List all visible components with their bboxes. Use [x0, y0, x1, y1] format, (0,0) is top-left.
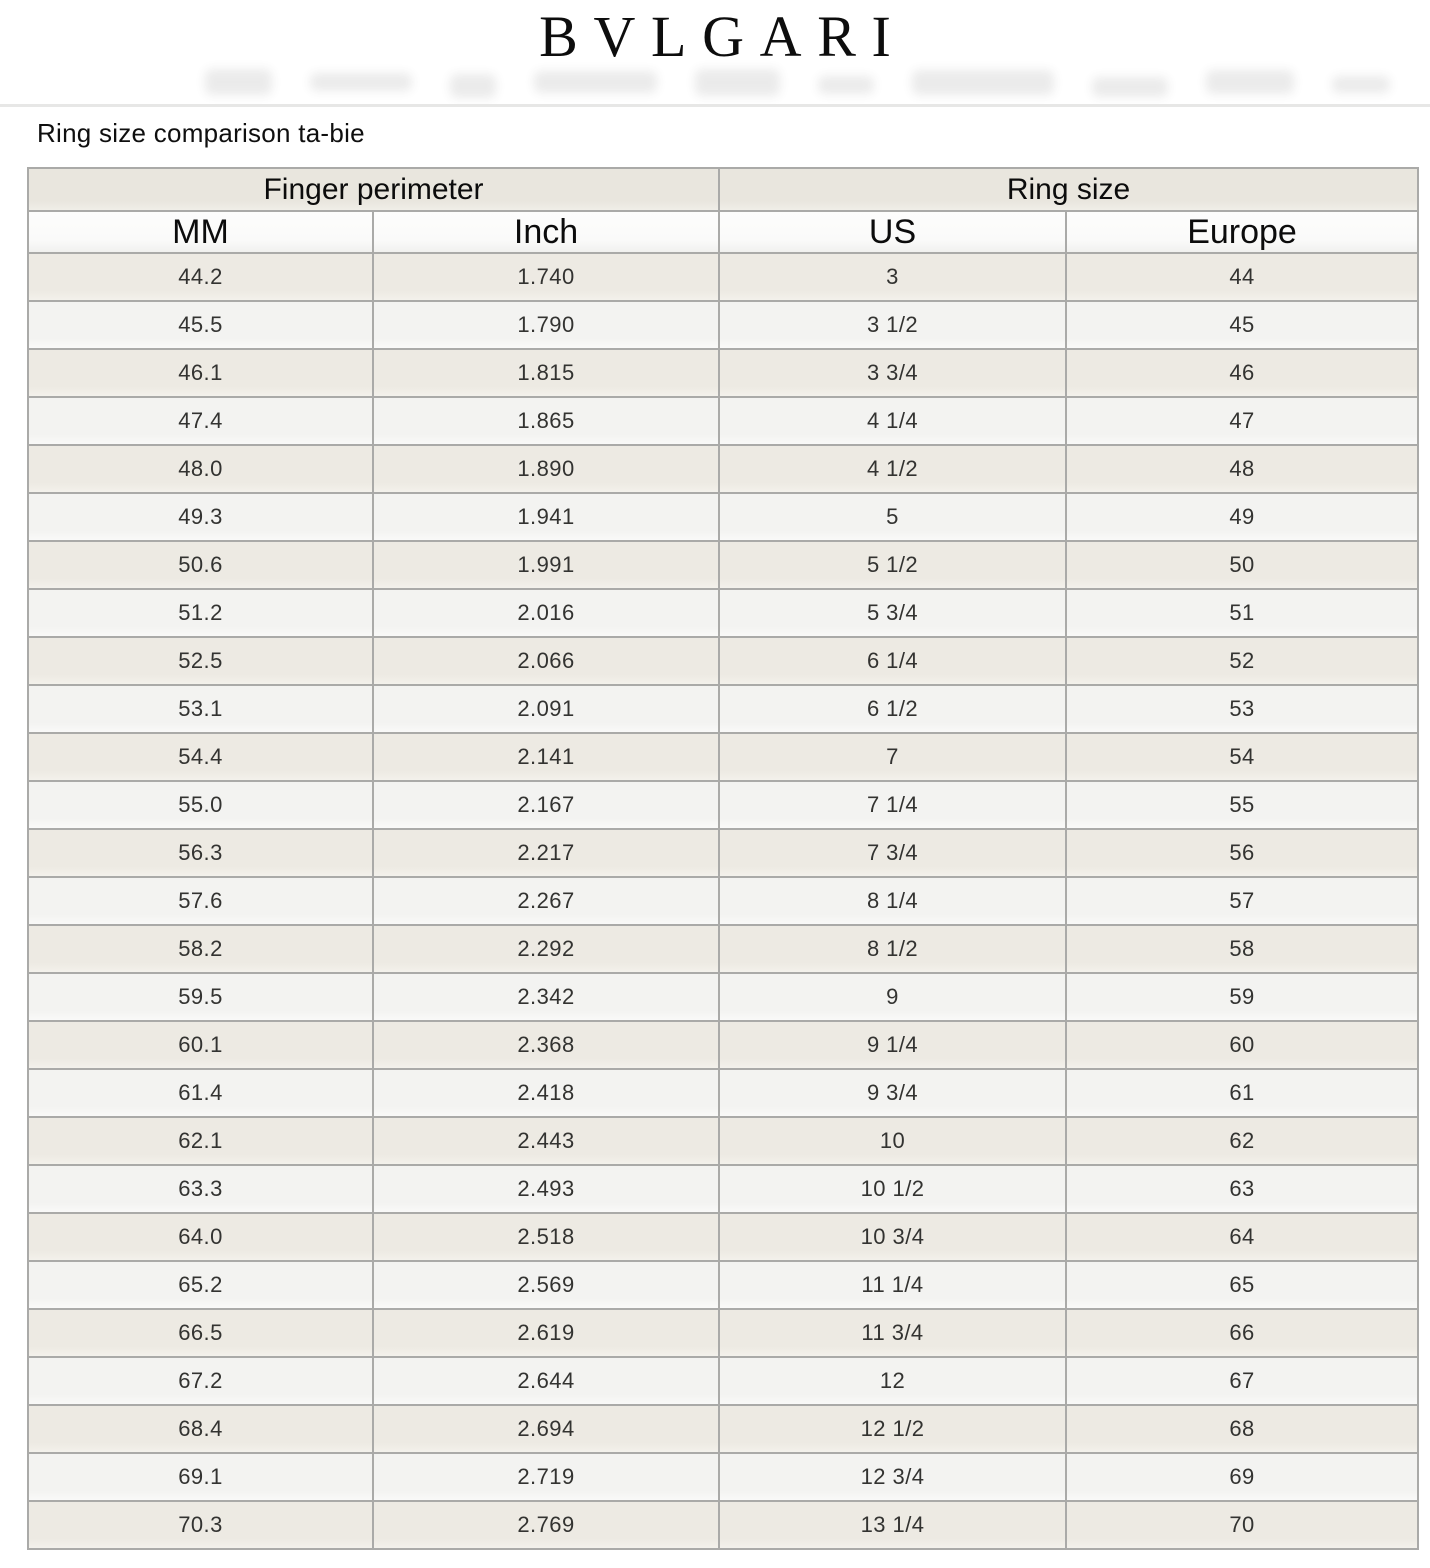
watermark-blob — [534, 71, 657, 93]
cell-europe: 52 — [1066, 637, 1418, 685]
cell-us: 12 1/2 — [719, 1405, 1066, 1453]
cell-inch: 2.217 — [373, 829, 719, 877]
watermark-blob — [310, 73, 411, 91]
brand-logo: BVLGARI — [539, 4, 907, 69]
cell-europe: 46 — [1066, 349, 1418, 397]
cell-inch: 2.644 — [373, 1357, 719, 1405]
cell-inch: 2.167 — [373, 781, 719, 829]
cell-mm: 45.5 — [28, 301, 373, 349]
cell-europe: 59 — [1066, 973, 1418, 1021]
group-header-ring-size: Ring size — [719, 168, 1418, 211]
cell-europe: 45 — [1066, 301, 1418, 349]
cell-europe: 61 — [1066, 1069, 1418, 1117]
cell-inch: 2.141 — [373, 733, 719, 781]
cell-us: 8 1/4 — [719, 877, 1066, 925]
watermark-blob — [912, 70, 1055, 95]
cell-us: 12 3/4 — [719, 1453, 1066, 1501]
cell-mm: 61.4 — [28, 1069, 373, 1117]
cell-europe: 50 — [1066, 541, 1418, 589]
table-head — [28, 168, 1418, 253]
cell-europe: 67 — [1066, 1357, 1418, 1405]
cell-europe: 44 — [1066, 253, 1418, 301]
cell-us: 9 — [719, 973, 1066, 1021]
cell-europe: 56 — [1066, 829, 1418, 877]
ring-size-table — [27, 167, 1419, 1550]
cell-mm: 63.3 — [28, 1165, 373, 1213]
cell-inch: 2.443 — [373, 1117, 719, 1165]
column-header-row — [28, 211, 1418, 253]
cell-europe: 60 — [1066, 1021, 1418, 1069]
table-row — [28, 1309, 1418, 1357]
cell-europe: 48 — [1066, 445, 1418, 493]
cell-mm: 59.5 — [28, 973, 373, 1021]
cell-us: 10 3/4 — [719, 1213, 1066, 1261]
cell-inch: 2.569 — [373, 1261, 719, 1309]
cell-mm: 64.0 — [28, 1213, 373, 1261]
cell-inch: 2.016 — [373, 589, 719, 637]
column-header-europe: Europe — [1066, 211, 1418, 253]
cell-inch: 2.694 — [373, 1405, 719, 1453]
table-row — [28, 445, 1418, 493]
table-row — [28, 253, 1418, 301]
cell-mm: 58.2 — [28, 925, 373, 973]
table-row — [28, 1357, 1418, 1405]
watermark-blob — [205, 69, 272, 95]
table-row — [28, 301, 1418, 349]
cell-inch: 2.493 — [373, 1165, 719, 1213]
cell-europe: 58 — [1066, 925, 1418, 973]
size-table-body — [28, 253, 1418, 1549]
watermark-blob — [1092, 77, 1167, 97]
page-title: Ring size comparison ta-bie — [37, 118, 365, 148]
cell-inch: 1.991 — [373, 541, 719, 589]
cell-inch: 2.292 — [373, 925, 719, 973]
cell-us: 6 1/4 — [719, 637, 1066, 685]
table-row — [28, 589, 1418, 637]
cell-us: 3 — [719, 253, 1066, 301]
cell-europe: 51 — [1066, 589, 1418, 637]
cell-inch: 2.418 — [373, 1069, 719, 1117]
cell-inch: 2.619 — [373, 1309, 719, 1357]
cell-europe: 54 — [1066, 733, 1418, 781]
table-row — [28, 1021, 1418, 1069]
table-row — [28, 349, 1418, 397]
cell-europe: 65 — [1066, 1261, 1418, 1309]
cell-us: 4 1/4 — [719, 397, 1066, 445]
column-header-inch: Inch — [373, 211, 719, 253]
cell-mm: 49.3 — [28, 493, 373, 541]
cell-europe: 49 — [1066, 493, 1418, 541]
cell-us: 5 — [719, 493, 1066, 541]
cell-europe: 47 — [1066, 397, 1418, 445]
cell-us: 6 1/2 — [719, 685, 1066, 733]
cell-us: 10 1/2 — [719, 1165, 1066, 1213]
cell-europe: 55 — [1066, 781, 1418, 829]
cell-europe: 62 — [1066, 1117, 1418, 1165]
watermark-blob — [1206, 70, 1295, 94]
cell-mm: 47.4 — [28, 397, 373, 445]
cell-us: 12 — [719, 1357, 1066, 1405]
cell-us: 3 1/2 — [719, 301, 1066, 349]
cell-europe: 69 — [1066, 1453, 1418, 1501]
cell-inch: 2.342 — [373, 973, 719, 1021]
table-row — [28, 541, 1418, 589]
cell-europe: 66 — [1066, 1309, 1418, 1357]
cell-europe: 64 — [1066, 1213, 1418, 1261]
cell-mm: 65.2 — [28, 1261, 373, 1309]
cell-us: 11 1/4 — [719, 1261, 1066, 1309]
cell-mm: 53.1 — [28, 685, 373, 733]
cell-europe: 63 — [1066, 1165, 1418, 1213]
cell-mm: 48.0 — [28, 445, 373, 493]
table-row — [28, 1405, 1418, 1453]
cell-europe: 57 — [1066, 877, 1418, 925]
cell-europe: 53 — [1066, 685, 1418, 733]
cell-inch: 1.865 — [373, 397, 719, 445]
header-divider — [0, 104, 1430, 107]
cell-mm: 46.1 — [28, 349, 373, 397]
watermark-blob — [1332, 76, 1390, 93]
cell-inch: 1.740 — [373, 253, 719, 301]
cell-us: 5 1/2 — [719, 541, 1066, 589]
cell-us: 9 3/4 — [719, 1069, 1066, 1117]
cell-us: 7 1/4 — [719, 781, 1066, 829]
column-header-mm: MM — [28, 211, 373, 253]
table-row — [28, 1069, 1418, 1117]
cell-us: 13 1/4 — [719, 1501, 1066, 1549]
cell-us: 7 — [719, 733, 1066, 781]
cell-us: 5 3/4 — [719, 589, 1066, 637]
cell-mm: 70.3 — [28, 1501, 373, 1549]
cell-inch: 2.066 — [373, 637, 719, 685]
cell-mm: 68.4 — [28, 1405, 373, 1453]
watermark-blob — [450, 74, 496, 98]
cell-inch: 1.941 — [373, 493, 719, 541]
cell-us: 10 — [719, 1117, 1066, 1165]
table-row — [28, 1501, 1418, 1549]
cell-inch: 2.091 — [373, 685, 719, 733]
table-row — [28, 829, 1418, 877]
cell-us: 4 1/2 — [719, 445, 1066, 493]
cell-mm: 69.1 — [28, 1453, 373, 1501]
cell-europe: 70 — [1066, 1501, 1418, 1549]
table-row — [28, 1261, 1418, 1309]
cell-us: 7 3/4 — [719, 829, 1066, 877]
cell-inch: 1.890 — [373, 445, 719, 493]
table-row — [28, 685, 1418, 733]
cell-mm: 60.1 — [28, 1021, 373, 1069]
table-row — [28, 973, 1418, 1021]
cell-mm: 67.2 — [28, 1357, 373, 1405]
table-row — [28, 1213, 1418, 1261]
cell-mm: 62.1 — [28, 1117, 373, 1165]
cell-europe: 68 — [1066, 1405, 1418, 1453]
table-row — [28, 397, 1418, 445]
column-header-us: US — [719, 211, 1066, 253]
watermark-blob — [695, 69, 780, 96]
cell-us: 11 3/4 — [719, 1309, 1066, 1357]
cell-inch: 2.719 — [373, 1453, 719, 1501]
cell-mm: 51.2 — [28, 589, 373, 637]
cell-inch: 2.518 — [373, 1213, 719, 1261]
table-row — [28, 1453, 1418, 1501]
cell-us: 3 3/4 — [719, 349, 1066, 397]
watermark-blob — [818, 76, 874, 94]
group-header-row — [28, 168, 1418, 211]
cell-inch: 2.368 — [373, 1021, 719, 1069]
cell-mm: 54.4 — [28, 733, 373, 781]
cell-inch: 1.790 — [373, 301, 719, 349]
table-row — [28, 781, 1418, 829]
cell-inch: 1.815 — [373, 349, 719, 397]
table-row — [28, 877, 1418, 925]
cell-mm: 56.3 — [28, 829, 373, 877]
cell-mm: 50.6 — [28, 541, 373, 589]
brand-header — [0, 0, 1430, 104]
group-header-finger-perimeter: Finger perimeter — [28, 168, 719, 211]
cell-us: 8 1/2 — [719, 925, 1066, 973]
table-row — [28, 733, 1418, 781]
cell-mm: 52.5 — [28, 637, 373, 685]
table-row — [28, 493, 1418, 541]
table-row — [28, 637, 1418, 685]
cell-mm: 66.5 — [28, 1309, 373, 1357]
ghost-watermark — [205, 64, 1390, 100]
cell-mm: 55.0 — [28, 781, 373, 829]
cell-mm: 57.6 — [28, 877, 373, 925]
cell-inch: 2.769 — [373, 1501, 719, 1549]
table-row — [28, 1117, 1418, 1165]
cell-mm: 44.2 — [28, 253, 373, 301]
cell-us: 9 1/4 — [719, 1021, 1066, 1069]
cell-inch: 2.267 — [373, 877, 719, 925]
table-row — [28, 1165, 1418, 1213]
table-row — [28, 925, 1418, 973]
